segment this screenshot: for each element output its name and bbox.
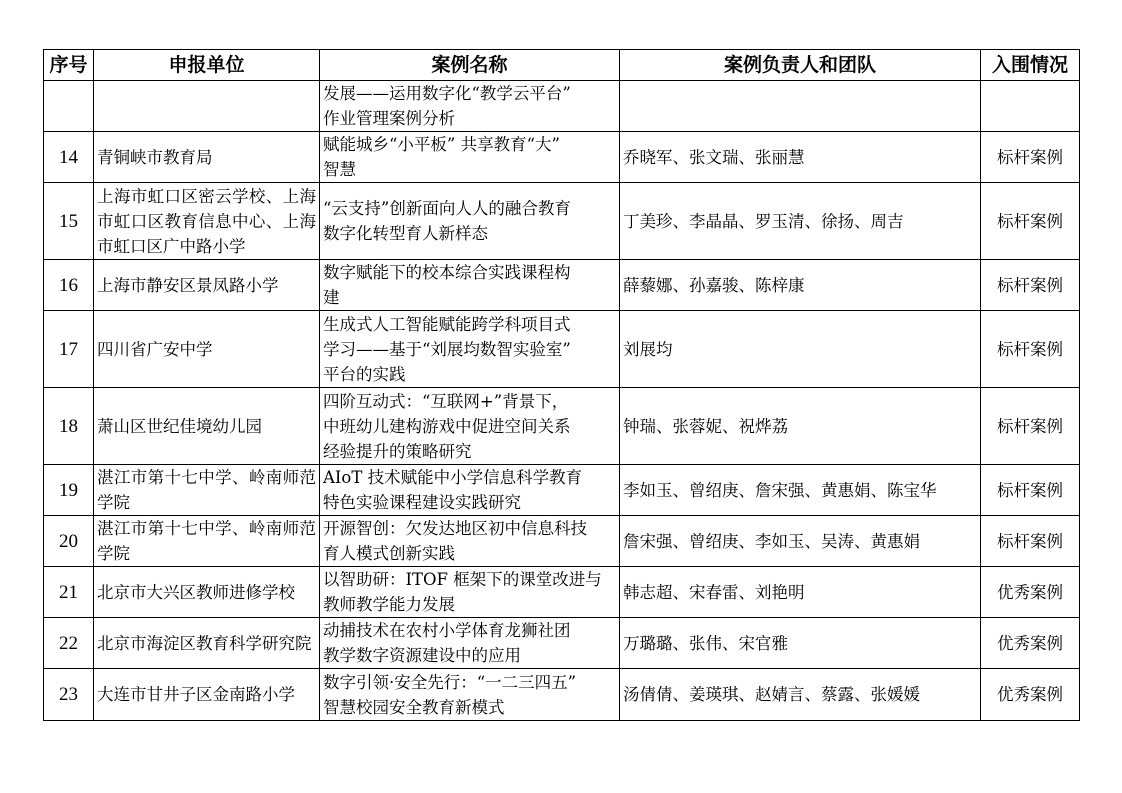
case-name-line: 发展——运用数字化“教学云平台” (323, 84, 571, 103)
row-case-name (320, 516, 620, 567)
header-row (44, 50, 1080, 81)
table-row (44, 311, 1080, 388)
row-case-name (320, 567, 620, 618)
table-row (44, 260, 1080, 311)
case-name-line: 生成式人工智能赋能跨学科项目式 (323, 314, 571, 334)
table-row (44, 516, 1080, 567)
case-name-line: 智慧 (323, 160, 356, 179)
row-number: 17 (44, 311, 94, 388)
row-unit: 上海市静安区景凤路小学 (94, 260, 320, 311)
case-name-line: 智慧校园安全教育新模式 (323, 697, 505, 717)
table-row (44, 465, 1080, 516)
table-row (44, 132, 1080, 183)
case-name-line: 数字引领·安全先行：“一二三四五” (323, 672, 577, 692)
case-name-line: 中班幼儿建构游戏中促进空间关系 (323, 416, 571, 436)
row-number: 19 (44, 465, 94, 516)
row-team: 万璐璐、张伟、宋官雅 (620, 618, 981, 669)
case-name-line: “云支持”创新面向人人的融合教育 (323, 199, 571, 218)
row-number: 20 (44, 516, 94, 567)
row-result (981, 81, 1080, 132)
row-unit: 上海市虹口区密云学校、上海市虹口区教育信息中心、上海市虹口区广中路小学 (94, 183, 320, 260)
row-case-name (320, 669, 620, 721)
table-row (44, 388, 1080, 465)
case-list-table (43, 49, 1080, 721)
row-team: 詹宋强、曾绍庚、李如玉、吴涛、黄惠娟 (620, 516, 981, 567)
row-team: 薛藜娜、孙嘉骏、陈梓康 (620, 260, 981, 311)
case-name-line: 数字赋能下的校本综合实践课程构 (323, 263, 571, 282)
row-case-name (320, 618, 620, 669)
case-name-line: 赋能城乡“小平板” 共享教育“大” (323, 135, 560, 154)
case-name-line: 特色实验课程建设实践研究 (323, 493, 521, 512)
case-name-line: 四阶互动式：“互联网+”背景下， (323, 391, 569, 411)
row-unit: 大连市甘井子区金南路小学 (94, 669, 320, 721)
header-case-name: 案例名称 (320, 50, 620, 81)
row-case-name (320, 311, 620, 388)
row-result: 标杆案例 (981, 183, 1080, 260)
row-team: 丁美珍、李晶晶、罗玉清、徐扬、周吉 (620, 183, 981, 260)
row-case-name (320, 183, 620, 260)
row-result: 标杆案例 (981, 311, 1080, 388)
row-case-name (320, 465, 620, 516)
row-result: 标杆案例 (981, 132, 1080, 183)
table-row (44, 669, 1080, 721)
case-name-line: 经验提升的策略研究 (323, 441, 472, 461)
case-name-line: 建 (323, 288, 340, 307)
case-name-line: 平台的实践 (323, 364, 406, 384)
case-name-line: 学习——基于“刘展均数智实验室” (323, 339, 571, 359)
case-name-line: 数字化转型育人新样态 (323, 224, 488, 243)
case-name-line: 以智助研：ITOF 框架下的课堂改进与 (323, 570, 602, 589)
row-unit: 湛江市第十七中学、岭南师范学院 (94, 516, 320, 567)
row-case-name (320, 132, 620, 183)
row-unit: 北京市海淀区教育科学研究院 (94, 618, 320, 669)
row-team: 刘展均 (620, 311, 981, 388)
row-number: 15 (44, 183, 94, 260)
row-team: 李如玉、曾绍庚、詹宋强、黄惠娟、陈宝华 (620, 465, 981, 516)
row-case-name (320, 81, 620, 132)
row-unit: 四川省广安中学 (94, 311, 320, 388)
row-result: 优秀案例 (981, 567, 1080, 618)
case-name-line: 作业管理案例分析 (323, 109, 455, 128)
case-name-line: 动捕技术在农村小学体育龙狮社团 (323, 621, 571, 640)
table-row (44, 618, 1080, 669)
table-row (44, 567, 1080, 618)
case-name-line: 育人模式创新实践 (323, 544, 455, 563)
row-result: 标杆案例 (981, 516, 1080, 567)
row-unit: 湛江市第十七中学、岭南师范学院 (94, 465, 320, 516)
row-team (620, 81, 981, 132)
table-row (44, 183, 1080, 260)
row-unit (94, 81, 320, 132)
header-applicant-unit: 申报单位 (94, 50, 320, 81)
row-number: 14 (44, 132, 94, 183)
row-result: 优秀案例 (981, 618, 1080, 669)
header-case-team: 案例负责人和团队 (620, 50, 981, 81)
case-name-line: 教学数字资源建设中的应用 (323, 646, 521, 665)
row-number (44, 81, 94, 132)
row-number: 23 (44, 669, 94, 721)
row-result: 标杆案例 (981, 260, 1080, 311)
header-result: 入围情况 (981, 50, 1080, 81)
row-unit: 北京市大兴区教师进修学校 (94, 567, 320, 618)
row-result: 标杆案例 (981, 465, 1080, 516)
row-team: 韩志超、宋春雷、刘艳明 (620, 567, 981, 618)
row-case-name (320, 388, 620, 465)
case-name-line: 开源智创：欠发达地区初中信息科技 (323, 519, 587, 538)
row-result: 标杆案例 (981, 388, 1080, 465)
row-team: 乔晓军、张文瑞、张丽慧 (620, 132, 981, 183)
case-name-line: 教师教学能力发展 (323, 595, 455, 614)
table-row (44, 81, 1080, 132)
row-number: 21 (44, 567, 94, 618)
row-unit: 青铜峡市教育局 (94, 132, 320, 183)
row-unit: 萧山区世纪佳境幼儿园 (94, 388, 320, 465)
case-name-line: AIoT 技术赋能中小学信息科学教育 (323, 468, 583, 487)
header-serial-number: 序号 (44, 50, 94, 81)
row-team: 汤倩倩、姜瑛琪、赵婧言、蔡露、张媛媛 (620, 669, 981, 721)
row-number: 16 (44, 260, 94, 311)
row-team: 钟瑞、张蓉妮、祝烨荔 (620, 388, 981, 465)
row-case-name (320, 260, 620, 311)
row-result: 优秀案例 (981, 669, 1080, 721)
row-number: 18 (44, 388, 94, 465)
row-number: 22 (44, 618, 94, 669)
